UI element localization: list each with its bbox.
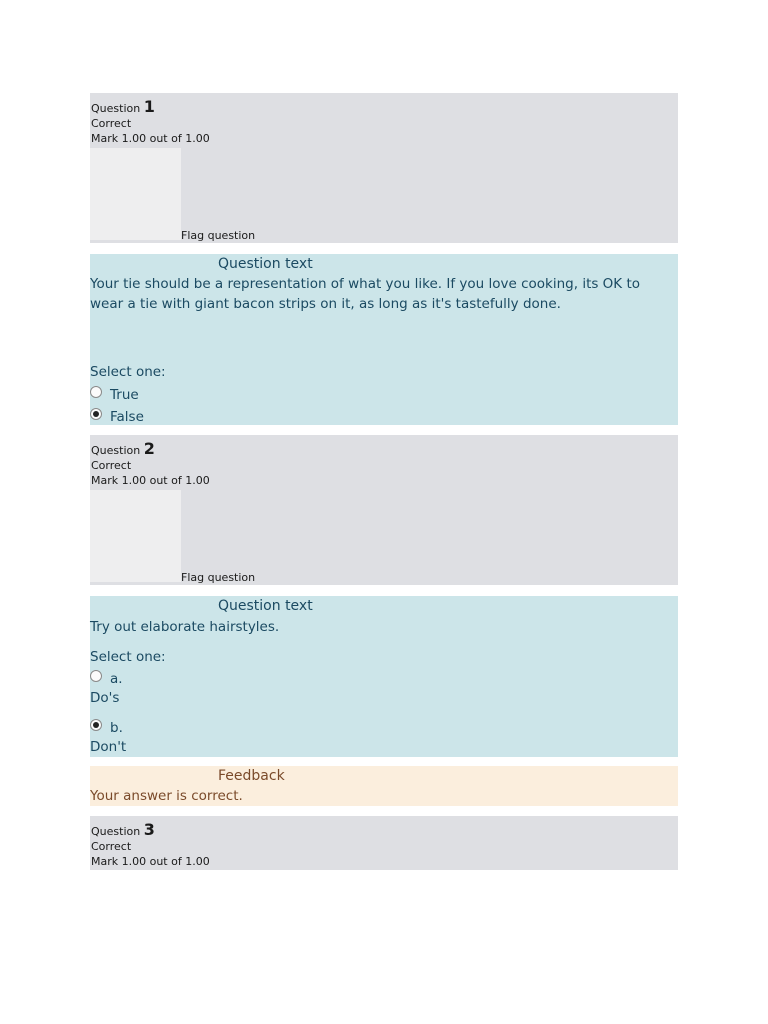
question-3-info <box>90 816 678 870</box>
flag-question-link[interactable]: Flag question <box>181 571 256 584</box>
radio-a[interactable] <box>90 670 102 682</box>
question-1-content <box>90 254 678 425</box>
question-1-heading <box>91 97 155 116</box>
flag-icon[interactable] <box>90 490 181 582</box>
question-number: 2 <box>143 439 155 458</box>
answer-option-b-label: Don't <box>90 739 127 755</box>
question-1-info <box>90 93 678 243</box>
question-number: 3 <box>143 820 155 839</box>
question-2-info <box>90 435 678 585</box>
option-label: False <box>110 409 144 425</box>
question-number: 1 <box>143 97 155 116</box>
answer-option-a-label: Do's <box>90 690 120 706</box>
question-label: Question <box>91 102 141 115</box>
radio-false[interactable] <box>90 408 102 420</box>
question-2-feedback <box>90 766 678 806</box>
question-2-content <box>90 596 678 757</box>
question-2-heading <box>91 439 155 458</box>
option-label: True <box>110 387 139 403</box>
question-state: Correct <box>91 459 132 472</box>
question-text-heading: Question text <box>218 256 313 272</box>
question-3-heading <box>91 820 155 839</box>
option-letter: b. <box>110 720 123 736</box>
answer-option-a[interactable] <box>90 670 123 687</box>
radio-b[interactable] <box>90 719 102 731</box>
answer-option-true[interactable] <box>90 386 139 403</box>
question-state: Correct <box>91 840 132 853</box>
question-text: Try out elaborate hairstyles. <box>90 619 280 635</box>
option-letter: a. <box>110 671 123 687</box>
radio-true[interactable] <box>90 386 102 398</box>
select-one-prompt: Select one: <box>90 364 166 380</box>
question-text-heading: Question text <box>218 598 313 614</box>
question-state: Correct <box>91 117 132 130</box>
question-grade: Mark 1.00 out of 1.00 <box>91 855 210 868</box>
question-label: Question <box>91 444 141 457</box>
flag-question-link[interactable]: Flag question <box>181 229 256 242</box>
select-one-prompt: Select one: <box>90 649 166 665</box>
question-text: Your tie should be a representation of what you like. If you love cooking, its OK to wear a tie with giant bacon strips on it, as long as it's tastefully done. <box>90 276 641 312</box>
feedback-heading: Feedback <box>218 768 285 784</box>
question-grade: Mark 1.00 out of 1.00 <box>91 132 210 145</box>
feedback-text: Your answer is correct. <box>90 788 243 804</box>
flag-icon[interactable] <box>90 148 181 240</box>
question-label: Question <box>91 825 141 838</box>
answer-option-false[interactable] <box>90 408 144 425</box>
question-grade: Mark 1.00 out of 1.00 <box>91 474 210 487</box>
answer-option-b[interactable] <box>90 719 123 736</box>
